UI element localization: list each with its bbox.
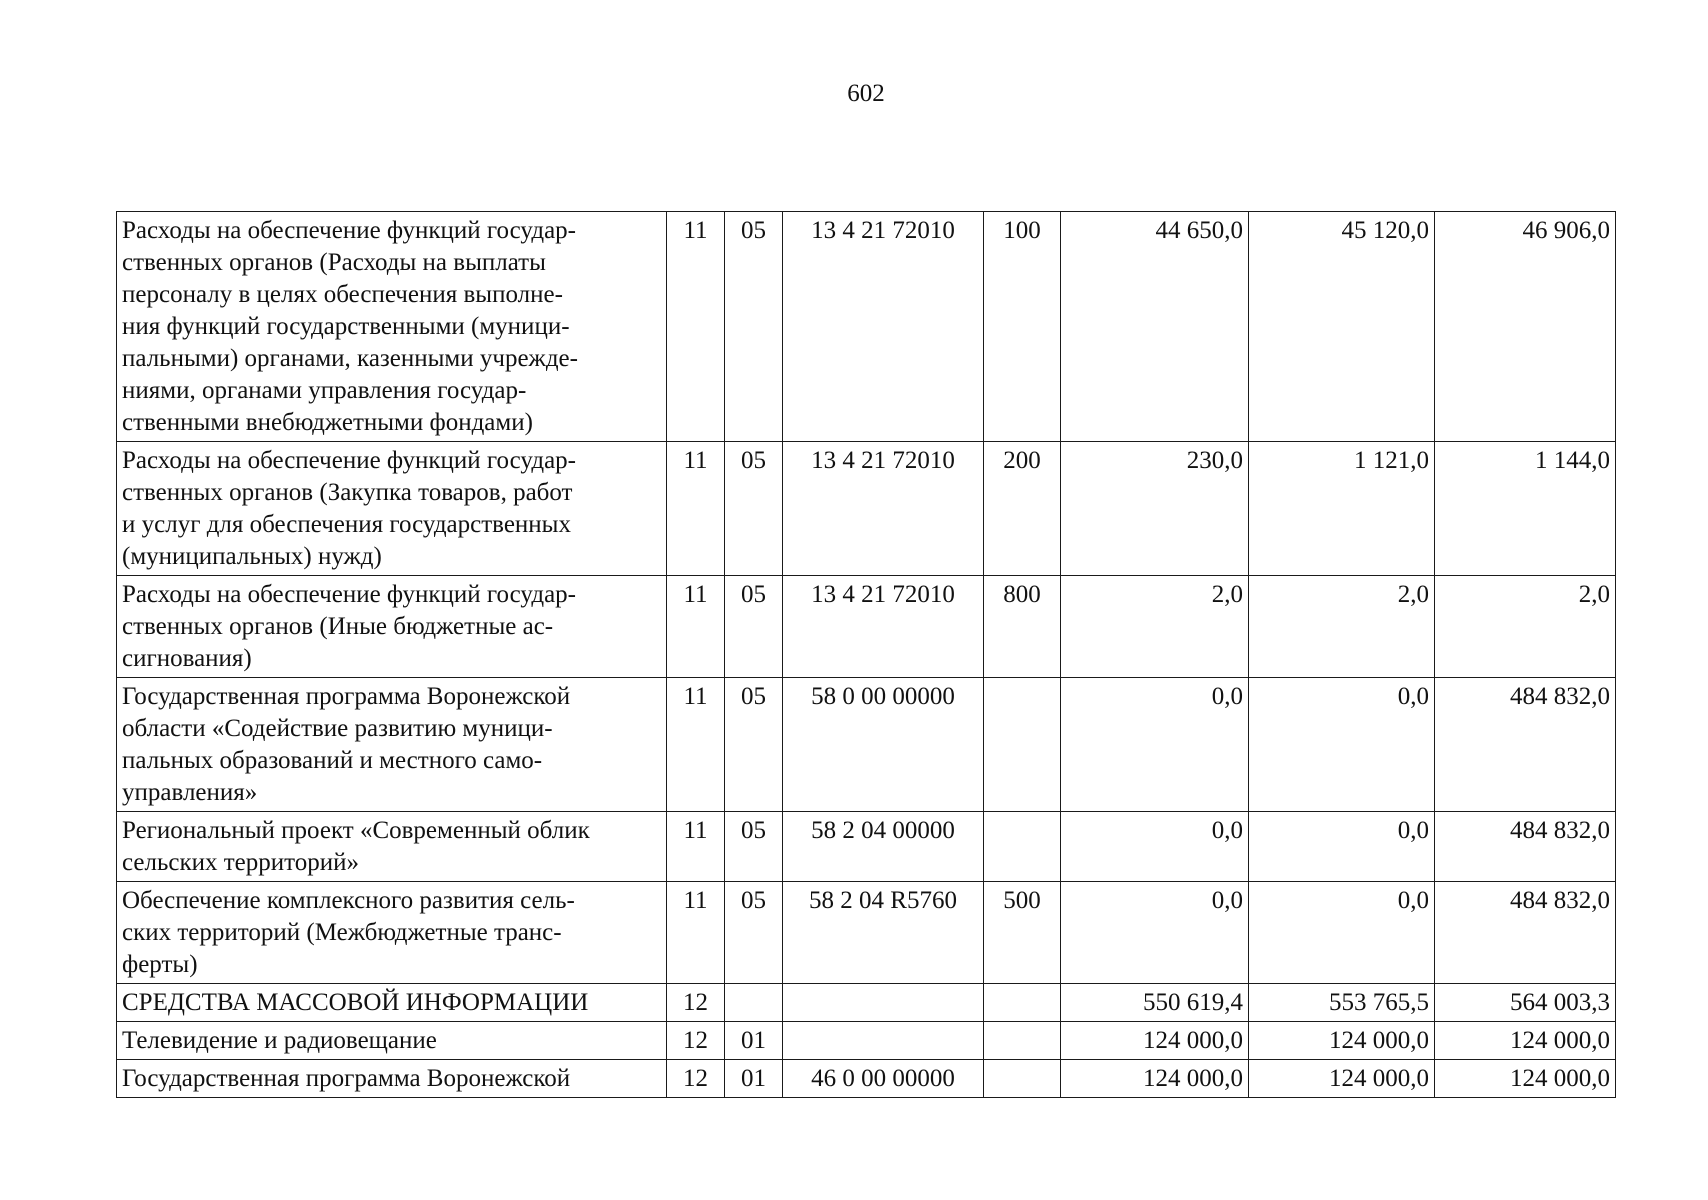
expense-type-cell: 200 [984,442,1061,576]
budget-table-body [117,212,1616,1098]
item-name-line: Государственная программа Воронежской [122,683,571,710]
item-name-line: ния функций государственными (муници- [122,313,570,340]
expense-type-cell: 500 [984,882,1061,984]
item-name-line: области «Содействие развитию муници- [122,715,553,742]
amount-year1-cell: 0,0 [1061,882,1249,984]
item-name-cell [117,812,667,882]
item-name-line: сельских территорий» [122,849,359,876]
item-name-cell [117,1022,667,1060]
target-article-cell: 58 2 04 00000 [783,812,984,882]
section-code-cell: 11 [667,678,725,812]
item-name-line: управления» [122,779,258,806]
table-row [117,1022,1616,1060]
amount-year3-cell: 1 144,0 [1435,442,1616,576]
item-name-line: ственных органов (Расходы на выплаты [122,249,546,276]
amount-year2-cell: 124 000,0 [1249,1022,1435,1060]
expense-type-cell [984,1060,1061,1098]
amount-year2-cell: 0,0 [1249,882,1435,984]
subsection-code-cell: 05 [725,212,783,442]
item-name-cell [117,212,667,442]
item-name-line: пальными) органами, казенными учрежде- [122,345,578,372]
table-row [117,984,1616,1022]
amount-year1-cell: 230,0 [1061,442,1249,576]
target-article-cell: 13 4 21 72010 [783,442,984,576]
item-name-line: ферты) [122,951,198,978]
amount-year2-cell: 0,0 [1249,812,1435,882]
section-code-cell: 12 [667,984,725,1022]
table-row [117,576,1616,678]
item-name-line: ских территорий (Межбюджетные транс- [122,919,562,946]
amount-year3-cell: 2,0 [1435,576,1616,678]
section-code-cell: 12 [667,1022,725,1060]
page-number: 602 [847,80,885,107]
subsection-code-cell: 05 [725,678,783,812]
expense-type-cell [984,678,1061,812]
amount-year1-cell: 124 000,0 [1061,1022,1249,1060]
expense-type-cell [984,812,1061,882]
item-name-cell [117,678,667,812]
target-article-cell [783,1022,984,1060]
section-code-cell: 11 [667,212,725,442]
amount-year3-cell: 484 832,0 [1435,812,1616,882]
amount-year3-cell: 484 832,0 [1435,882,1616,984]
table-row [117,212,1616,442]
section-code-cell: 12 [667,1060,725,1098]
target-article-cell: 13 4 21 72010 [783,212,984,442]
subsection-code-cell [725,984,783,1022]
expense-type-cell [984,984,1061,1022]
item-name-line: Расходы на обеспечение функций государ- [122,217,576,244]
item-name-cell [117,882,667,984]
amount-year3-cell: 124 000,0 [1435,1060,1616,1098]
amount-year3-cell: 564 003,3 [1435,984,1616,1022]
target-article-cell [783,984,984,1022]
item-name-line: Расходы на обеспечение функций государ- [122,581,576,608]
item-name-line: пальных образований и местного само- [122,747,543,774]
amount-year2-cell: 1 121,0 [1249,442,1435,576]
item-name-line: ственными внебюджетными фондами) [122,409,533,436]
expense-type-cell [984,1022,1061,1060]
section-code-cell: 11 [667,576,725,678]
section-code-cell: 11 [667,442,725,576]
item-name-line: ниями, органами управления государ- [122,377,527,404]
subsection-code-cell: 01 [725,1060,783,1098]
target-article-cell: 58 2 04 R5760 [783,882,984,984]
table-row [117,1060,1616,1098]
item-name-line: Региональный проект «Современный облик [122,817,590,844]
section-code-cell: 11 [667,812,725,882]
item-name-line: Телевидение и радиовещание [122,1027,437,1054]
subsection-code-cell: 01 [725,1022,783,1060]
amount-year2-cell: 45 120,0 [1249,212,1435,442]
expense-type-cell: 100 [984,212,1061,442]
amount-year2-cell: 2,0 [1249,576,1435,678]
table-row [117,678,1616,812]
amount-year1-cell: 550 619,4 [1061,984,1249,1022]
amount-year3-cell: 46 906,0 [1435,212,1616,442]
item-name-line: ственных органов (Иные бюджетные ас- [122,613,554,640]
item-name-line: (муниципальных) нужд) [122,543,382,570]
item-name-cell [117,984,667,1022]
item-name-line: Государственная программа Воронежской [122,1065,571,1092]
item-name-line: СРЕДСТВА МАССОВОЙ ИНФОРМАЦИИ [122,989,589,1016]
amount-year2-cell: 0,0 [1249,678,1435,812]
subsection-code-cell: 05 [725,576,783,678]
amount-year3-cell: 124 000,0 [1435,1022,1616,1060]
target-article-cell: 46 0 00 00000 [783,1060,984,1098]
item-name-line: и услуг для обеспечения государственных [122,511,571,538]
item-name-cell [117,1060,667,1098]
amount-year1-cell: 44 650,0 [1061,212,1249,442]
subsection-code-cell: 05 [725,442,783,576]
item-name-cell [117,442,667,576]
section-code-cell: 11 [667,882,725,984]
target-article-cell: 13 4 21 72010 [783,576,984,678]
item-name-line: Расходы на обеспечение функций государ- [122,447,576,474]
amount-year2-cell: 553 765,5 [1249,984,1435,1022]
table-row [117,442,1616,576]
item-name-cell [117,576,667,678]
item-name-line: ственных органов (Закупка товаров, работ [122,479,573,506]
amount-year1-cell: 2,0 [1061,576,1249,678]
item-name-line: сигнования) [122,645,252,672]
subsection-code-cell: 05 [725,812,783,882]
target-article-cell: 58 0 00 00000 [783,678,984,812]
table-row [117,812,1616,882]
amount-year2-cell: 124 000,0 [1249,1060,1435,1098]
amount-year1-cell: 124 000,0 [1061,1060,1249,1098]
item-name-line: персоналу в целях обеспечения выполне- [122,281,563,308]
item-name-line: Обеспечение комплексного развития сель- [122,887,575,914]
subsection-code-cell: 05 [725,882,783,984]
amount-year3-cell: 484 832,0 [1435,678,1616,812]
amount-year1-cell: 0,0 [1061,812,1249,882]
table-row [117,882,1616,984]
expense-type-cell: 800 [984,576,1061,678]
amount-year1-cell: 0,0 [1061,678,1249,812]
budget-table [116,211,1616,1098]
